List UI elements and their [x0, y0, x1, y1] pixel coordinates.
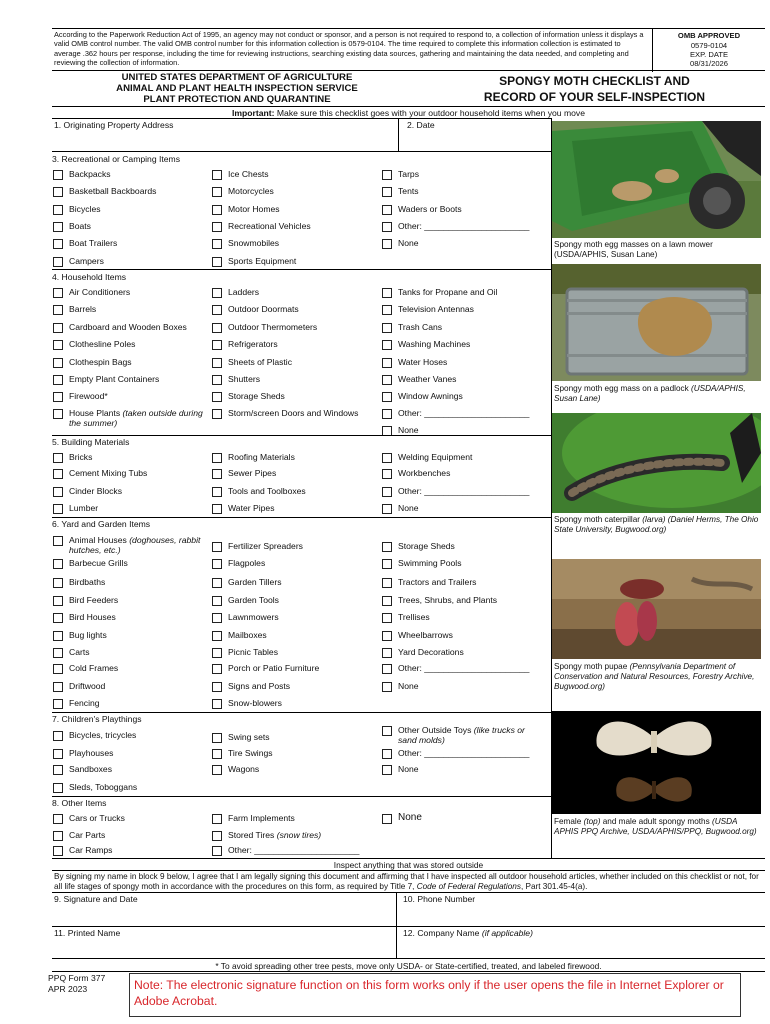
form-date: APR 2023 [48, 984, 88, 994]
checkbox-animal-houses[interactable]: Animal Houses (doghouses, rabbit hutches, etc.) [53, 535, 205, 555]
checkbox-recreational-vehicles[interactable]: Recreational Vehicles [212, 221, 311, 232]
checkbox-firewood[interactable]: Firewood* [53, 391, 108, 402]
checkbox-box[interactable] [212, 648, 222, 658]
checkbox-garden-tillers[interactable]: Garden Tillers [212, 577, 282, 588]
checkbox-driftwood[interactable]: Driftwood [53, 681, 105, 692]
omb-number: 0579-0104 [690, 41, 728, 50]
checkbox-birdbaths[interactable]: Birdbaths [53, 577, 105, 588]
checkbox-box[interactable] [212, 814, 222, 824]
checkbox-tarps[interactable]: Tarps [382, 169, 419, 180]
checkbox-box[interactable] [53, 409, 63, 419]
checkbox-wagons[interactable]: Wagons [212, 764, 259, 775]
printed-name-field[interactable] [52, 938, 394, 958]
checkbox-box[interactable] [53, 487, 63, 497]
checkbox-box[interactable] [53, 504, 63, 514]
checkbox-box[interactable] [382, 222, 392, 232]
checkbox-flagpoles[interactable]: Flagpoles [212, 558, 265, 569]
checkbox-box[interactable] [382, 358, 392, 368]
photo-caterpillar [552, 413, 761, 513]
checkbox-box[interactable] [212, 375, 222, 385]
checkbox-box[interactable] [53, 846, 63, 856]
checkbox-box[interactable] [382, 469, 392, 479]
checkbox-thermometers[interactable]: Outdoor Thermometers [212, 322, 317, 333]
checkbox-box[interactable] [212, 358, 222, 368]
checkbox-box[interactable] [382, 613, 392, 623]
checkbox-box[interactable] [53, 453, 63, 463]
checkbox-shutters[interactable]: Shutters [212, 374, 260, 385]
checkbox-box[interactable] [382, 187, 392, 197]
checkbox-bird-houses[interactable]: Bird Houses [53, 612, 116, 623]
certification-statement: By signing my name in block 9 below, I agree that I am legally signing this document and affirming that I have inspected all outdoor household articles, whether included on this checklist or not, for all life stages of spongy moth in accordance with the procedures on this form, as required by Title 7, Code of Federal Regulations, Part 301.45-4(a). [54, 872, 759, 891]
checkbox-none-s4[interactable]: None [382, 425, 419, 436]
checkbox-box[interactable] [212, 323, 222, 333]
checkbox-box[interactable] [53, 257, 63, 267]
exp-date: 08/31/2026 [689, 59, 728, 68]
checkbox-lumber[interactable]: Lumber [53, 503, 98, 514]
company-field[interactable] [400, 938, 764, 958]
checkbox-box[interactable] [53, 170, 63, 180]
checkbox-box[interactable] [382, 205, 392, 215]
checkbox-fencing[interactable]: Fencing [53, 698, 100, 709]
checkbox-box[interactable] [53, 783, 63, 793]
section-5-title: 5. Building Materials [52, 437, 130, 447]
checkbox-box[interactable] [212, 749, 222, 759]
checkbox-box[interactable] [53, 323, 63, 333]
checkbox-box[interactable] [382, 487, 392, 497]
checkbox-garden-tools[interactable]: Garden Tools [212, 595, 279, 606]
checkbox-box[interactable] [212, 487, 222, 497]
checkbox-window-awnings[interactable]: Window Awnings [382, 391, 463, 402]
checkbox-boats[interactable]: Boats [53, 221, 91, 232]
checkbox-welding[interactable]: Welding Equipment [382, 452, 472, 463]
checkbox-box[interactable] [382, 323, 392, 333]
checkbox-stored-tires[interactable]: Stored Tires (snow tires) [212, 830, 321, 841]
checkbox-box[interactable] [53, 288, 63, 298]
checkbox-box[interactable] [212, 765, 222, 775]
phone-label: 10. Phone Number [403, 894, 476, 904]
checkbox-cars-trucks[interactable]: Cars or Trucks [53, 813, 125, 824]
checkbox-storage-sheds-s6[interactable]: Storage Sheds [382, 541, 455, 552]
exp-label: EXP. DATE [689, 50, 729, 59]
checkbox-waders[interactable]: Waders or Boots [382, 204, 462, 215]
checkbox-patio-furniture[interactable]: Porch or Patio Furniture [212, 663, 319, 674]
checkbox-motor-homes[interactable]: Motor Homes [212, 204, 280, 215]
omb-approved: OMB APPROVED [677, 31, 741, 40]
checkbox-snowmobiles[interactable]: Snowmobiles [212, 238, 279, 249]
section-7-title: 7. Children's Playthings [52, 714, 142, 724]
checkbox-tents[interactable]: Tents [382, 186, 419, 197]
checkbox-box[interactable] [53, 814, 63, 824]
checkbox-boat-trailers[interactable]: Boat Trailers [53, 238, 117, 249]
checkbox-bricks[interactable]: Bricks [53, 452, 92, 463]
checkbox-bird-feeders[interactable]: Bird Feeders [53, 595, 118, 606]
checkbox-plant-containers[interactable]: Empty Plant Containers [53, 374, 159, 385]
checkbox-none-s8[interactable]: None [382, 813, 422, 824]
checkbox-box[interactable] [382, 453, 392, 463]
checkbox-washing-machines[interactable]: Washing Machines [382, 339, 470, 350]
checkbox-bicycles-tricycles[interactable]: Bicycles, tricycles [53, 730, 136, 741]
checkbox-barbecue-grills[interactable]: Barbecue Grills [53, 558, 128, 569]
checkbox-box[interactable] [212, 831, 222, 841]
date-field[interactable] [400, 130, 550, 150]
checkbox-other-s8[interactable]: Other: ______________________ [212, 845, 359, 856]
checkbox-box[interactable] [212, 733, 222, 743]
checkbox-propane-tanks[interactable]: Tanks for Propane and Oil [382, 287, 497, 298]
checkbox-tools[interactable]: Tools and Toolboxes [212, 486, 306, 497]
checkbox-box[interactable] [53, 340, 63, 350]
checkbox-picnic-tables[interactable]: Picnic Tables [212, 647, 278, 658]
checkbox-box[interactable] [382, 559, 392, 569]
checkbox-basketball-backboards[interactable]: Basketball Backboards [53, 186, 156, 197]
checkbox-none-s3[interactable]: None [382, 238, 419, 249]
checkbox-plastic-sheets[interactable]: Sheets of Plastic [212, 357, 292, 368]
date-field-label: 2. Date [407, 120, 435, 130]
section-3-title: 3. Recreational or Camping Items [52, 154, 181, 164]
checkbox-box[interactable] [212, 846, 222, 856]
checkbox-workbenches[interactable]: Workbenches [382, 468, 450, 479]
phone-field[interactable] [400, 904, 764, 926]
checkbox-bug-lights[interactable]: Bug lights [53, 630, 107, 641]
checkbox-box[interactable] [53, 613, 63, 623]
checkbox-box[interactable] [382, 504, 392, 514]
checkbox-box[interactable] [212, 187, 222, 197]
checkbox-sports-equipment[interactable]: Sports Equipment [212, 256, 296, 267]
checkbox-box[interactable] [212, 340, 222, 350]
printed-name-label: 11. Printed Name [54, 928, 121, 938]
checkbox-barrels[interactable]: Barrels [53, 304, 96, 315]
checkbox-house-plants[interactable]: House Plants (taken outside during the summer) [53, 408, 203, 428]
checkbox-tractors[interactable]: Tractors and Trailers [382, 577, 476, 588]
checkbox-box[interactable] [53, 682, 63, 692]
checkbox-box[interactable] [382, 542, 392, 552]
checkbox-ice-chests[interactable]: Ice Chests [212, 169, 269, 180]
checkbox-box[interactable] [212, 596, 222, 606]
checkbox-motorcycles[interactable]: Motorcycles [212, 186, 274, 197]
checkbox-box[interactable] [53, 375, 63, 385]
checkbox-swing-sets[interactable]: Swing sets [212, 732, 270, 743]
important-notice: Important: Make sure this checklist goes with your outdoor household items when you move [232, 108, 585, 118]
checkbox-box[interactable] [382, 578, 392, 588]
form-title-line-1: SPONGY MOTH CHECKLIST AND [499, 74, 690, 88]
section-6-title: 6. Yard and Garden Items [52, 519, 151, 529]
photo-pupae [552, 559, 761, 659]
checkbox-box[interactable] [212, 699, 222, 709]
checkbox-sandboxes[interactable]: Sandboxes [53, 764, 112, 775]
checkbox-water-hoses[interactable]: Water Hoses [382, 357, 447, 368]
checkbox-storage-sheds[interactable]: Storage Sheds [212, 391, 285, 402]
checkbox-box[interactable] [382, 648, 392, 658]
photo-padlock [552, 264, 761, 381]
checkbox-box[interactable] [212, 305, 222, 315]
checkbox-box[interactable] [382, 596, 392, 606]
checkbox-cinder-blocks[interactable]: Cinder Blocks [53, 486, 122, 497]
checkbox-box[interactable] [53, 358, 63, 368]
checkbox-box[interactable] [212, 631, 222, 641]
section-4-title: 4. Household Items [52, 272, 127, 282]
checkbox-none-s7[interactable]: None [382, 764, 419, 775]
checkbox-box[interactable] [212, 170, 222, 180]
checkbox-water-pipes[interactable]: Water Pipes [212, 503, 275, 514]
checkbox-box[interactable] [53, 664, 63, 674]
checkbox-box[interactable] [382, 288, 392, 298]
checkbox-box[interactable] [53, 648, 63, 658]
checkbox-box[interactable] [382, 682, 392, 692]
checkbox-box[interactable] [53, 536, 63, 546]
checkbox-other-s4[interactable]: Other: ______________________ [382, 408, 529, 419]
checkbox-other-s5[interactable]: Other: ______________________ [382, 486, 529, 497]
company-label: 12. Company Name (if applicable) [403, 928, 533, 938]
checkbox-box[interactable] [53, 205, 63, 215]
checkbox-air-conditioners[interactable]: Air Conditioners [53, 287, 130, 298]
section-8-title: 8. Other Items [52, 798, 107, 808]
checkbox-farm-implements[interactable]: Farm Implements [212, 813, 295, 824]
checkbox-box[interactable] [212, 682, 222, 692]
checkbox-playhouses[interactable]: Playhouses [53, 748, 113, 759]
paperwork-notice: According to the Paperwork Reduction Act of 1995, an agency may not conduct or sponsor, and a person is not required to respond to, a collection of information unless it displays a valid OMB control number. The valid OMB control number for this information collection is 0579-0104. The time required to complete this information collection is estimated to average .362 hours per response, including the time for reviewing instructions, searching existing data sources, gathering and maintaining the data needed, and completing and reviewing the collection of information. [54, 30, 644, 67]
checkbox-box[interactable] [382, 170, 392, 180]
checkbox-none-s6[interactable]: None [382, 681, 419, 692]
checkbox-other-s3[interactable]: Other: ______________________ [382, 221, 529, 232]
checkbox-box[interactable] [53, 765, 63, 775]
checkbox-refrigerators[interactable]: Refrigerators [212, 339, 278, 350]
checkbox-trash-cans[interactable]: Trash Cans [382, 322, 442, 333]
checkbox-snow-blowers[interactable]: Snow-blowers [212, 698, 282, 709]
checkbox-box[interactable] [212, 504, 222, 514]
checkbox-box[interactable] [53, 631, 63, 641]
checkbox-doormats[interactable]: Outdoor Doormats [212, 304, 299, 315]
checkbox-fertilizer-spreaders[interactable]: Fertilizer Spreaders [212, 541, 303, 552]
checkbox-box[interactable] [212, 542, 222, 552]
agency-line-3: PLANT PROTECTION AND QUARANTINE [143, 94, 331, 105]
checkbox-backpacks[interactable]: Backpacks [53, 169, 111, 180]
checkbox-box[interactable] [53, 187, 63, 197]
checkbox-sleds[interactable]: Sleds, Toboggans [53, 782, 137, 793]
checkbox-none-s5[interactable]: None [382, 503, 419, 514]
checkbox-storm-doors[interactable]: Storm/screen Doors and Windows [212, 408, 358, 419]
checkbox-box[interactable] [382, 340, 392, 350]
checkbox-box[interactable] [382, 726, 392, 736]
checkbox-outside-toys[interactable]: Other Outside Toys (like trucks or sand molds) [382, 725, 542, 745]
checkbox-swimming-pools[interactable]: Swimming Pools [382, 558, 462, 569]
photo-adult-moths [552, 711, 761, 814]
checkbox-box[interactable] [382, 765, 392, 775]
agency-line-1: UNITED STATES DEPARTMENT OF AGRICULTURE [121, 72, 353, 83]
checkbox-box[interactable] [382, 392, 392, 402]
checkbox-clothesline-poles[interactable]: Clothesline Poles [53, 339, 135, 350]
caption-padlock: Spongy moth egg mass on a padlock (USDA/APHIS, Susan Lane) [554, 384, 746, 403]
checkbox-mailboxes[interactable]: Mailboxes [212, 630, 267, 641]
checkbox-car-parts[interactable]: Car Parts [53, 830, 105, 841]
caption-caterpillar: Spongy moth caterpillar (larva) (Daniel Herms, The Ohio State University, Bugwood.org) [554, 515, 759, 534]
checkbox-box[interactable] [382, 664, 392, 674]
checkbox-box[interactable] [53, 699, 63, 709]
firewood-note: * To avoid spreading other tree pests, move only USDA- or State-certified, treated, and labeled firewood. [215, 961, 602, 971]
checkbox-tire-swings[interactable]: Tire Swings [212, 748, 273, 759]
address-field[interactable] [52, 130, 398, 150]
checkbox-box[interactable] [382, 305, 392, 315]
checkbox-roofing[interactable]: Roofing Materials [212, 452, 295, 463]
checkbox-carts[interactable]: Carts [53, 647, 90, 658]
checkbox-yard-decorations[interactable]: Yard Decorations [382, 647, 464, 658]
checkbox-boxes[interactable]: Cardboard and Wooden Boxes [53, 322, 187, 333]
checkbox-box[interactable] [212, 409, 222, 419]
checkbox-weather-vanes[interactable]: Weather Vanes [382, 374, 456, 385]
inspect-note: Inspect anything that was stored outside [333, 860, 484, 870]
signature-function-note: Note: The electronic signature function on this form works only if the user opens the file in Internet Explorer or Adobe Acrobat. [129, 973, 741, 1017]
checkbox-box[interactable] [53, 239, 63, 249]
checkbox-box[interactable] [53, 392, 63, 402]
checkbox-box[interactable] [53, 469, 63, 479]
checkbox-lawnmowers[interactable]: Lawnmowers [212, 612, 279, 623]
checkbox-box[interactable] [53, 831, 63, 841]
checkbox-cement-tubs[interactable]: Cement Mixing Tubs [53, 468, 147, 479]
checkbox-trellises[interactable]: Trellises [382, 612, 430, 623]
checkbox-box[interactable] [382, 814, 392, 824]
checkbox-box[interactable] [212, 392, 222, 402]
checkbox-box[interactable] [212, 222, 222, 232]
checkbox-box[interactable] [382, 375, 392, 385]
caption-lawn-mower: Spongy moth egg masses on a lawn mower (USDA/APHIS, Susan Lane) [554, 240, 713, 259]
checkbox-trees-shrubs[interactable]: Trees, Shrubs, and Plants [382, 595, 497, 606]
checkbox-box[interactable] [53, 731, 63, 741]
checkbox-sewer-pipes[interactable]: Sewer Pipes [212, 468, 276, 479]
checkbox-box[interactable] [212, 469, 222, 479]
checkbox-box[interactable] [212, 613, 222, 623]
checkbox-box[interactable] [212, 205, 222, 215]
checkbox-box[interactable] [212, 239, 222, 249]
signature-field[interactable] [52, 904, 394, 926]
checkbox-box[interactable] [53, 578, 63, 588]
checkbox-other-s7[interactable]: Other: ______________________ [382, 748, 529, 759]
checkbox-ladders[interactable]: Ladders [212, 287, 259, 298]
checkbox-box[interactable] [53, 222, 63, 232]
caption-pupae: Spongy moth pupae (Pennsylvania Department of Conservation and Natural Resources, Forestry Archive, Bugwood.org) [554, 662, 755, 691]
checkbox-box[interactable] [382, 631, 392, 641]
signature-label: 9. Signature and Date [54, 894, 138, 904]
checkbox-signs-posts[interactable]: Signs and Posts [212, 681, 290, 692]
form-title-line-2: RECORD OF YOUR SELF-INSPECTION [483, 90, 706, 104]
checkbox-campers[interactable]: Campers [53, 256, 104, 267]
checkbox-clothespin-bags[interactable]: Clothespin Bags [53, 357, 132, 368]
agency-line-2: ANIMAL AND PLANT HEALTH INSPECTION SERVICE [116, 83, 358, 94]
checkbox-car-ramps[interactable]: Car Ramps [53, 845, 112, 856]
checkbox-box[interactable] [212, 257, 222, 267]
checkbox-box[interactable] [53, 559, 63, 569]
checkbox-box[interactable] [212, 559, 222, 569]
form-number: PPQ Form 377 [48, 973, 106, 983]
checkbox-box[interactable] [212, 288, 222, 298]
checkbox-box[interactable] [212, 578, 222, 588]
checkbox-box[interactable] [382, 409, 392, 419]
checkbox-box[interactable] [212, 664, 222, 674]
checkbox-box[interactable] [53, 749, 63, 759]
checkbox-tv-antennas[interactable]: Television Antennas [382, 304, 474, 315]
checkbox-bicycles[interactable]: Bicycles [53, 204, 101, 215]
checkbox-wheelbarrows[interactable]: Wheelbarrows [382, 630, 453, 641]
checkbox-cold-frames[interactable]: Cold Frames [53, 663, 118, 674]
checkbox-box[interactable] [53, 596, 63, 606]
checkbox-box[interactable] [53, 305, 63, 315]
checkbox-box[interactable] [382, 749, 392, 759]
checkbox-box[interactable] [382, 239, 392, 249]
address-field-label: 1. Originating Property Address [54, 120, 174, 130]
caption-adult-moths: Female (top) and male adult spongy moths (USDA APHIS PPQ Archive, USDA/APHIS/PPQ, Bugwood.org) [554, 817, 757, 836]
checkbox-other-s6[interactable]: Other: ______________________ [382, 663, 529, 674]
checkbox-box[interactable] [212, 453, 222, 463]
photo-lawn-mower [552, 121, 761, 238]
